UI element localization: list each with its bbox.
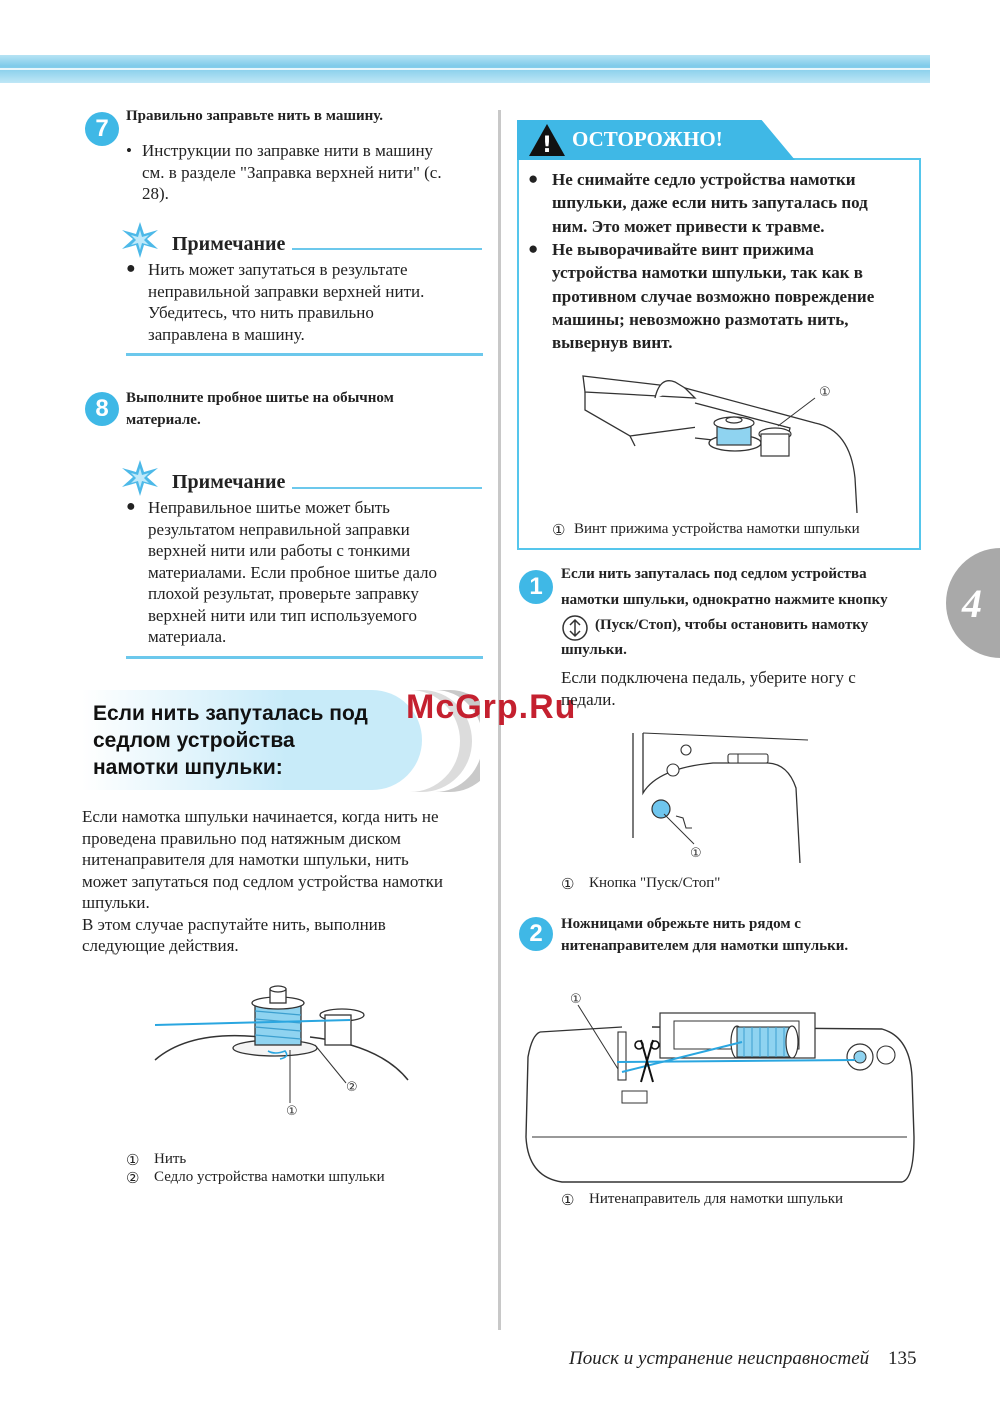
step-1-number: 1 [519, 570, 553, 604]
step-8-number: 8 [85, 392, 119, 426]
step-7-number: 7 [85, 112, 119, 146]
caution-bullet-1: ● [528, 169, 539, 188]
callout-1: ① [286, 1104, 298, 1119]
step-1-caption: Кнопка "Пуск/Стоп" [589, 875, 721, 891]
paragraph-line: может запутаться под седлом устройства намотки [82, 871, 443, 891]
caution-line: машины; невозможно размотать нить, [552, 309, 849, 329]
caution-line: Не снимайте седло устройства намотки [552, 170, 856, 189]
note-2-title: Примечание [172, 471, 286, 493]
start-stop-button-illustration [628, 728, 813, 863]
note-1-title-rule [292, 248, 482, 250]
step-2-caption: Нитенаправитель для намотки шпульки [589, 1191, 844, 1207]
caution-line: вывернув винт. [552, 333, 673, 353]
step-2-callout-1: ① [570, 992, 582, 1007]
caution-title: ОСТОРОЖНО! [572, 127, 723, 151]
section-heading-line: седлом устройства [93, 729, 295, 752]
step-1-line-1: Если нить запуталась под седлом устройства [561, 566, 867, 582]
section-heading-line: намотки шпульки: [93, 756, 283, 779]
caution-line: ним. Это может привести к травме. [552, 216, 825, 236]
intro-paragraph [82, 806, 492, 957]
step-7-title: Правильно заправьте нить в машину. [126, 108, 384, 124]
thread-guide-illustration [522, 987, 917, 1187]
caution-line: Не выворачивайте винт прижима [552, 240, 814, 259]
note-2-bottom-rule [126, 656, 483, 659]
note-2-line: верхней нити или тип используемого [148, 605, 417, 625]
chapter-number: 4 [962, 581, 982, 626]
step-7-line: см. в разделе "Заправка верхней нити" (с. [142, 162, 442, 182]
step-8-line: материале. [126, 411, 201, 428]
note-1-line: заправлена в машину. [148, 324, 305, 344]
step-2-line: Ножницами обрежьте нить рядом с [561, 916, 801, 932]
note-1-bottom-rule [126, 353, 483, 356]
note-1-title: Примечание [172, 233, 286, 255]
step-2-caption-num: ① [561, 1193, 575, 1209]
caution-line: противном случае возможно повреждение [552, 286, 875, 306]
step-8-line: Выполните пробное шитье на обычном [126, 390, 394, 406]
step-1-line-4: шпульки. [561, 642, 627, 658]
note-2-bullet: ● [126, 498, 136, 515]
note-icon [120, 460, 160, 496]
section-heading [93, 700, 368, 781]
paragraph-line: шпульки. [82, 893, 150, 912]
note-2-title-rule [292, 487, 482, 489]
caution-bullet-2: ● [528, 239, 539, 258]
paragraph-line: нитенаправителя для намотки шпульки, нить [82, 850, 409, 869]
note-2-line: результатом неправильной заправки [148, 519, 410, 539]
note-2-line: плохой результат, проверьте заправку [148, 584, 419, 603]
caution-line: устройства намотки шпульки, так как в [552, 263, 863, 283]
figure-caption-1-num: ① [126, 1153, 140, 1169]
note-2-line: верхней нити или работы с тонкими [148, 541, 411, 560]
step-2-line: нитенаправителем для намотки шпульки. [561, 937, 849, 954]
note-2-line: Неправильное шитье может быть [148, 498, 390, 517]
step-7-line: Инструкции по заправке нити в машину [142, 141, 434, 160]
paragraph-line: Если намотка шпульки начинается, когда нить не [82, 807, 439, 826]
figure-caption-2-num: ② [126, 1171, 140, 1187]
step-1-plain-line: Если подключена педаль, уберите ногу с [561, 668, 856, 687]
step-7-bullet: • [126, 141, 132, 160]
note-1-line: неправильной заправки верхней нити. [148, 281, 425, 301]
note-2-line: материала. [148, 627, 227, 646]
caution-item-1 [552, 168, 912, 238]
step-2-number: 2 [519, 917, 553, 951]
step-1-caption-num: ① [561, 877, 575, 893]
callout-2: ② [346, 1080, 358, 1095]
caution-caption: Винт прижима устройства намотки шпульки [574, 521, 860, 537]
step-1-callout-1: ① [690, 846, 702, 861]
note-1-line: Убедитесь, что нить правильно [148, 303, 374, 322]
step-1-plain-text [561, 667, 901, 710]
step-1-line-2: намотки шпульки, однократно нажмите кнопку [561, 592, 888, 608]
caution-line: шпульки, даже если нить запуталась под [552, 193, 868, 213]
note-1-text [148, 259, 483, 345]
warning-mark: ! [541, 133, 553, 157]
step-8-title [126, 388, 394, 431]
warning-triangle-icon [528, 123, 566, 157]
caution-item-2 [552, 238, 912, 354]
step-1-plain-line: педали. [561, 689, 616, 709]
note-2-line: материалами. Если пробное шитье дало [148, 562, 437, 582]
page-number: 135 [888, 1348, 917, 1369]
step-7-line: 28). [142, 184, 169, 203]
footer-section-title: Поиск и устранение неисправностей [569, 1348, 870, 1369]
paragraph-line: проведена правильно под натяжным диском [82, 828, 401, 848]
step-1-line-3: (Пуск/Стоп), чтобы остановить намотку [595, 617, 869, 633]
watermark: McGrp.Ru [406, 688, 577, 726]
step-7-text [142, 140, 482, 205]
figure-caption-1: Нить [154, 1151, 187, 1167]
caution-callout-1: ① [819, 385, 831, 400]
caution-caption-num: ① [552, 523, 566, 539]
section-heading-line: Если нить запуталась под [93, 702, 368, 725]
header-band-line [0, 68, 930, 70]
bobbin-winder-screw-illustration [575, 368, 865, 513]
paragraph-line: следующие действия. [82, 936, 239, 955]
note-icon [120, 222, 160, 258]
note-1-line: Нить может запутаться в результате [148, 260, 408, 279]
paragraph-line: В этом случае распутайте нить, выполнив [82, 914, 386, 934]
bobbin-seat-illustration [150, 985, 415, 1120]
note-2-text [148, 497, 483, 648]
start-stop-button-icon [561, 614, 589, 642]
figure-caption-2: Седло устройства намотки шпульки [154, 1169, 385, 1185]
note-1-bullet: ● [126, 260, 136, 277]
step-2-title [561, 914, 848, 957]
